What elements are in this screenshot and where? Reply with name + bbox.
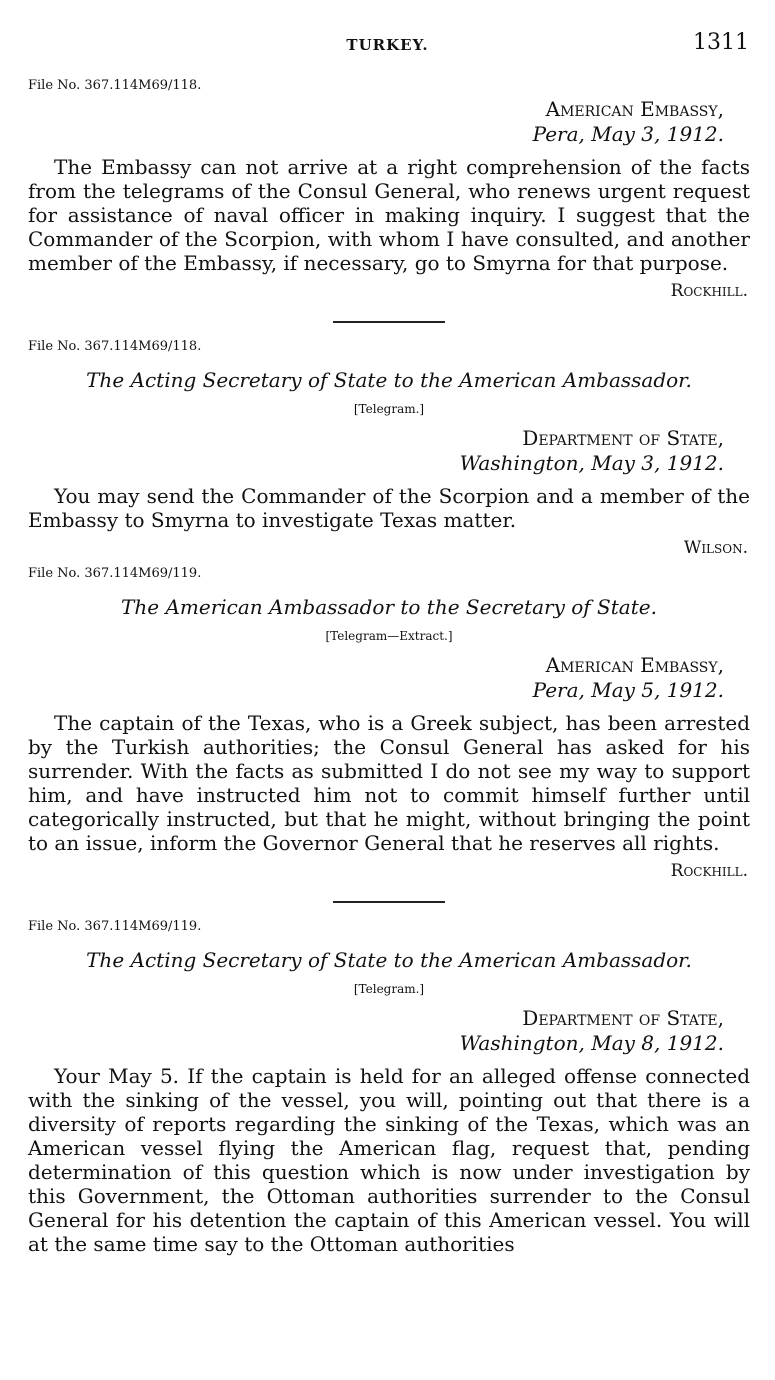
document-heading: The Acting Secretary of State to the American Ambassador. bbox=[86, 368, 692, 392]
place-line: American Embassy, bbox=[545, 97, 724, 121]
document-heading: The Acting Secretary of State to the American Ambassador. bbox=[86, 948, 692, 972]
file-number: File No. 367.114M69/118. bbox=[28, 339, 202, 354]
date-line: Pera, May 5, 1912. bbox=[532, 678, 724, 702]
place-line: Department of State, bbox=[522, 1006, 724, 1030]
section-divider bbox=[333, 321, 445, 323]
signature: Wilson. bbox=[683, 538, 748, 558]
document-entry bbox=[28, 339, 750, 558]
file-number: File No. 367.114M69/118. bbox=[28, 78, 202, 93]
place-line: American Embassy, bbox=[545, 653, 724, 677]
message-body: You may send the Commander of the Scorpion and a member of the Embassy to Smyrna to investigate Texas matter. bbox=[28, 484, 750, 532]
message-body: The Embassy can not arrive at a right comprehension of the facts from the telegrams of the Consul General, who renews urgent request for assistance of naval officer in making inquiry. I suggest that the Commander of the Scorpion, with whom I have consulted, and another member of the Embassy, if necessary, go to Smyrna for that purpose. bbox=[28, 155, 750, 275]
section-divider bbox=[333, 901, 445, 903]
running-head: TURKEY. bbox=[346, 36, 429, 54]
document-heading: The American Ambassador to the Secretary of State. bbox=[121, 595, 657, 619]
message-body: Your May 5. If the captain is held for an alleged offense connected with the sinking of the vessel, you will, pointing out that there is a diversity of reports regarding the sinking of the Texas, which was an American vessel flying the American flag, request that, pending determination of this question which is now under investigation by this Government, the Ottoman authorities surrender to the Consul General for his detention the captain of this American vessel. You will at the same time say to the Ottoman authorities bbox=[28, 1064, 750, 1256]
message-body: The captain of the Texas, who is a Greek subject, has been arrested by the Turkish authorities; the Consul General has asked for his surrender. With the facts as submitted I do not see my way to support him, and have instructed him not to commit himself further until categorically instructed, but that he might, without bringing the point to an issue, inform the Governor General that he reserves all rights. bbox=[28, 711, 750, 855]
date-line: Washington, May 3, 1912. bbox=[459, 451, 724, 475]
document-entry bbox=[28, 78, 750, 301]
signature: Rockhill. bbox=[670, 861, 748, 881]
date-line: Washington, May 8, 1912. bbox=[459, 1031, 724, 1055]
telegram-tag: [Telegram—Extract.] bbox=[325, 629, 453, 643]
file-number: File No. 367.114M69/119. bbox=[28, 919, 202, 934]
page-number: 1311 bbox=[693, 30, 749, 55]
document-entry bbox=[28, 566, 750, 881]
page-content bbox=[28, 78, 750, 1256]
telegram-tag: [Telegram.] bbox=[353, 982, 425, 996]
signature: Rockhill. bbox=[670, 281, 748, 301]
place-line: Department of State, bbox=[522, 426, 724, 450]
document-entry bbox=[28, 919, 750, 1256]
telegram-tag: [Telegram.] bbox=[353, 402, 425, 416]
file-number: File No. 367.114M69/119. bbox=[28, 566, 202, 581]
date-line: Pera, May 3, 1912. bbox=[532, 122, 724, 146]
